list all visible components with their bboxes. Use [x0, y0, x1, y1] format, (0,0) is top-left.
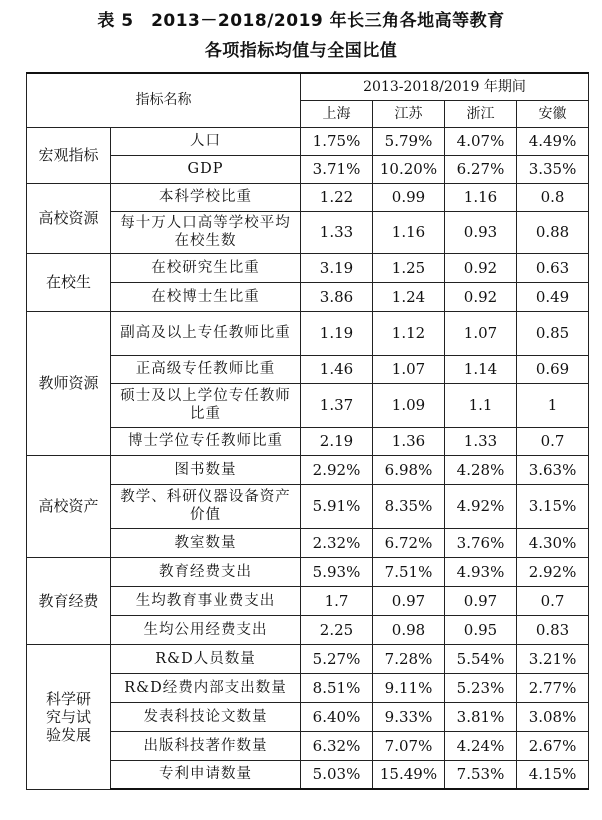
- value-cell: 5.23%: [445, 673, 517, 702]
- value-cell: 2.25: [301, 615, 373, 644]
- value-cell: 3.71%: [301, 155, 373, 183]
- data-table: [26, 72, 589, 790]
- header-period: 2013-2018/2019 年期间: [301, 73, 589, 100]
- indicator-cell: R&D经费内部支出数量: [111, 673, 301, 702]
- value-cell: 0.93: [445, 211, 517, 253]
- value-cell: 0.99: [373, 183, 445, 211]
- value-cell: 0.95: [445, 615, 517, 644]
- indicator-cell: 教室数量: [111, 528, 301, 557]
- indicator-cell: 正高级专任教师比重: [111, 355, 301, 383]
- value-cell: 0.7: [517, 427, 589, 455]
- table-title-line2: 各项指标均值与全国比值: [204, 41, 398, 61]
- value-cell: 5.91%: [301, 484, 373, 528]
- value-cell: 0.98: [373, 615, 445, 644]
- header-region: 上海: [301, 100, 373, 127]
- indicator-cell: 每十万人口高等学校平均在校生数: [111, 211, 301, 253]
- value-cell: 2.67%: [517, 731, 589, 760]
- value-cell: 6.72%: [373, 528, 445, 557]
- value-cell: 1.25: [373, 253, 445, 282]
- value-cell: 1.19: [301, 311, 373, 355]
- value-cell: 4.49%: [517, 127, 589, 155]
- value-cell: 1.24: [373, 282, 445, 311]
- category-cell: 教师资源: [27, 311, 111, 455]
- value-cell: 3.76%: [445, 528, 517, 557]
- value-cell: 1.22: [301, 183, 373, 211]
- value-cell: 1.37: [301, 383, 373, 427]
- value-cell: 6.98%: [373, 455, 445, 484]
- indicator-cell: 生均公用经费支出: [111, 615, 301, 644]
- value-cell: 3.63%: [517, 455, 589, 484]
- value-cell: 4.30%: [517, 528, 589, 557]
- value-cell: 0.97: [445, 586, 517, 615]
- indicator-cell: 博士学位专任教师比重: [111, 427, 301, 455]
- value-cell: 0.63: [517, 253, 589, 282]
- value-cell: 3.15%: [517, 484, 589, 528]
- value-cell: 5.03%: [301, 760, 373, 789]
- value-cell: 8.51%: [301, 673, 373, 702]
- value-cell: 1.33: [445, 427, 517, 455]
- value-cell: 1.1: [445, 383, 517, 427]
- value-cell: 1.12: [373, 311, 445, 355]
- value-cell: 5.54%: [445, 644, 517, 673]
- value-cell: 6.32%: [301, 731, 373, 760]
- category-cell: 高校资产: [27, 455, 111, 557]
- value-cell: 1.16: [373, 211, 445, 253]
- table-title-line1: 表 5 2013－2018/2019 年长三角各地高等教育: [97, 11, 505, 31]
- value-cell: 10.20%: [373, 155, 445, 183]
- value-cell: 0.69: [517, 355, 589, 383]
- value-cell: 0.8: [517, 183, 589, 211]
- value-cell: 7.53%: [445, 760, 517, 789]
- value-cell: 2.92%: [517, 557, 589, 586]
- value-cell: 1.07: [373, 355, 445, 383]
- value-cell: 6.27%: [445, 155, 517, 183]
- value-cell: 1.7: [301, 586, 373, 615]
- category-cell: 教育经费: [27, 557, 111, 644]
- header-indicator-name: 指标名称: [27, 73, 301, 127]
- value-cell: 0.92: [445, 282, 517, 311]
- indicator-cell: 本科学校比重: [111, 183, 301, 211]
- category-cell: 科学研究与试验发展: [27, 644, 111, 789]
- value-cell: 2.32%: [301, 528, 373, 557]
- value-cell: 0.97: [373, 586, 445, 615]
- value-cell: 1.36: [373, 427, 445, 455]
- value-cell: 1.07: [445, 311, 517, 355]
- value-cell: 4.28%: [445, 455, 517, 484]
- indicator-cell: 专利申请数量: [111, 760, 301, 789]
- indicator-cell: 生均教育事业费支出: [111, 586, 301, 615]
- value-cell: 1.75%: [301, 127, 373, 155]
- indicator-cell: 在校博士生比重: [111, 282, 301, 311]
- category-cell: 高校资源: [27, 183, 111, 253]
- value-cell: 4.92%: [445, 484, 517, 528]
- value-cell: 5.27%: [301, 644, 373, 673]
- value-cell: 1.46: [301, 355, 373, 383]
- value-cell: 0.83: [517, 615, 589, 644]
- category-cell: 在校生: [27, 253, 111, 311]
- value-cell: 2.77%: [517, 673, 589, 702]
- value-cell: 4.15%: [517, 760, 589, 789]
- indicator-cell: 出版科技著作数量: [111, 731, 301, 760]
- value-cell: 7.51%: [373, 557, 445, 586]
- value-cell: 2.92%: [301, 455, 373, 484]
- value-cell: 5.79%: [373, 127, 445, 155]
- value-cell: 3.08%: [517, 702, 589, 731]
- value-cell: 1.16: [445, 183, 517, 211]
- header-region: 安徽: [517, 100, 589, 127]
- value-cell: 0.92: [445, 253, 517, 282]
- header-region: 江苏: [373, 100, 445, 127]
- value-cell: 0.7: [517, 586, 589, 615]
- value-cell: 0.49: [517, 282, 589, 311]
- value-cell: 3.21%: [517, 644, 589, 673]
- value-cell: 15.49%: [373, 760, 445, 789]
- value-cell: 3.19: [301, 253, 373, 282]
- indicator-cell: R&D人员数量: [111, 644, 301, 673]
- value-cell: 0.85: [517, 311, 589, 355]
- indicator-cell: 硕士及以上学位专任教师比重: [111, 383, 301, 427]
- value-cell: 1: [517, 383, 589, 427]
- value-cell: 8.35%: [373, 484, 445, 528]
- value-cell: 7.28%: [373, 644, 445, 673]
- value-cell: 3.86: [301, 282, 373, 311]
- value-cell: 3.81%: [445, 702, 517, 731]
- value-cell: 5.93%: [301, 557, 373, 586]
- value-cell: 3.35%: [517, 155, 589, 183]
- value-cell: 6.40%: [301, 702, 373, 731]
- indicator-cell: GDP: [111, 155, 301, 183]
- header-region: 浙江: [445, 100, 517, 127]
- indicator-cell: 人口: [111, 127, 301, 155]
- indicator-cell: 在校研究生比重: [111, 253, 301, 282]
- value-cell: 1.33: [301, 211, 373, 253]
- indicator-cell: 教学、科研仪器设备资产价值: [111, 484, 301, 528]
- value-cell: 1.09: [373, 383, 445, 427]
- value-cell: 2.19: [301, 427, 373, 455]
- value-cell: 4.07%: [445, 127, 517, 155]
- value-cell: 7.07%: [373, 731, 445, 760]
- value-cell: 1.14: [445, 355, 517, 383]
- value-cell: 0.88: [517, 211, 589, 253]
- indicator-cell: 图书数量: [111, 455, 301, 484]
- category-cell: 宏观指标: [27, 127, 111, 183]
- value-cell: 9.33%: [373, 702, 445, 731]
- value-cell: 4.93%: [445, 557, 517, 586]
- indicator-cell: 副高及以上专任教师比重: [111, 311, 301, 355]
- indicator-cell: 发表科技论文数量: [111, 702, 301, 731]
- value-cell: 4.24%: [445, 731, 517, 760]
- indicator-cell: 教育经费支出: [111, 557, 301, 586]
- value-cell: 9.11%: [373, 673, 445, 702]
